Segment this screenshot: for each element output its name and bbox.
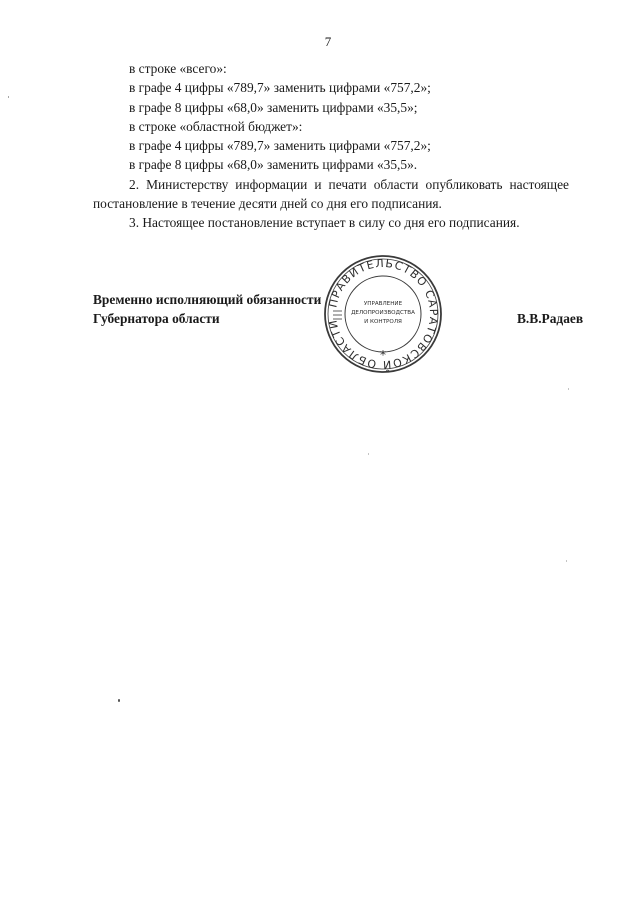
scan-speck <box>8 96 9 98</box>
seal-ring-text: ПРАВИТЕЛЬСТВО САРАТОВСКОЙ ОБЛАСТИ <box>326 256 441 372</box>
scan-speck <box>118 699 120 702</box>
seal-center-line1: УПРАВЛЕНИЕ <box>363 301 403 307</box>
document-body <box>93 59 569 233</box>
amendment-line: в графе 4 цифры «789,7» заменить цифрами «757,2»; <box>129 138 431 154</box>
official-seal <box>322 253 444 375</box>
signatory-position-line1: Временно исполняющий обязанности <box>93 292 322 307</box>
seal-center-line2: ДЕЛОПРОИЗВОДСТВА <box>351 310 415 316</box>
signatory-position <box>93 290 321 328</box>
scan-speck <box>566 560 567 562</box>
amendment-line: в строке «областной бюджет»: <box>129 118 303 134</box>
signatory-position-line2: Губернатора области <box>93 311 220 326</box>
seal-star-mark: * <box>380 348 386 362</box>
amendment-line: в графе 8 цифры «68,0» заменить цифрами «35,5». <box>129 157 418 173</box>
scan-speck <box>568 388 569 390</box>
signatory-name: В.В.Радаев <box>517 311 584 326</box>
paragraph-publication: 2. Министерству информации и печати области опубликовать настоящее постановление в течение десяти дней со дня его подписания. <box>93 176 569 212</box>
amendment-line: в графе 8 цифры «68,0» заменить цифрами «35,5»; <box>129 99 418 115</box>
page-number: 7 <box>324 34 332 49</box>
amendment-line: в графе 4 цифры «789,7» заменить цифрами «757,2»; <box>129 80 431 96</box>
paragraph-effective-date: 3. Настоящее постановление вступает в силу со дня его подписания. <box>129 215 520 231</box>
scan-speck <box>368 453 369 455</box>
seal-center-line3: И КОНТРОЛЯ <box>364 319 402 325</box>
amendment-line: в строке «всего»: <box>129 61 227 76</box>
